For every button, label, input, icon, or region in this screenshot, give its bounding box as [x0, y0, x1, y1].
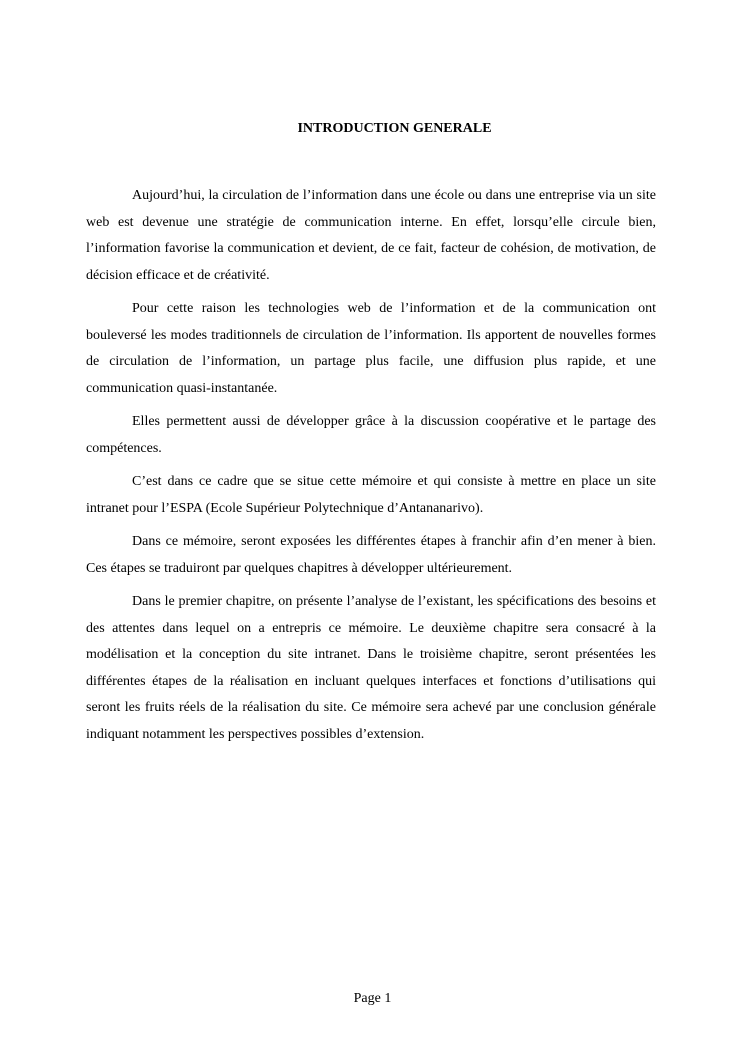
paragraph-2: Pour cette raison les technologies web de l’information et de la communication ont bouleversé les modes traditionnels de circulation de l’information. Ils apportent de nouvelles formes de circulation de l’information, un partage plus facile, une diffusion plus rapide, et une communication quasi-instantanée.	[86, 301, 656, 396]
page-title: INTRODUCTION GENERALE	[297, 121, 492, 136]
paragraph-5: Dans ce mémoire, seront exposées les différentes étapes à franchir afin d’en mener à bien. Ces étapes se traduiront par quelques chapitres à développer ultérieurement.	[86, 534, 656, 576]
body-text	[86, 183, 656, 755]
paragraph-4: C’est dans ce cadre que se situe cette mémoire et qui consiste à mettre en place un site intranet pour l’ESPA (Ecole Supérieur Polytechnique d’Antananarivo).	[86, 474, 656, 516]
paragraph-1: Aujourd’hui, la circulation de l’information dans une école ou dans une entreprise via un site web est devenue une stratégie de communication interne. En effet, lorsqu’elle circule bien, l’information favorise la communication et devient, de ce fait, facteur de cohésion, de motivation, de décision efficace et de créativité.	[86, 188, 656, 283]
paragraph-6: Dans le premier chapitre, on présente l’analyse de l’existant, les spécifications des besoins et des attentes dans lequel on a entrepris ce mémoire. Le deuxième chapitre sera consacré à la modélisation et la conception du site intranet. Dans le troisième chapitre, seront présentées les différentes étapes de la réalisation en incluant quelques interfaces et fonctions d’utilisations qui seront les fruits réels de la réalisation du site. Ce mémoire sera achevé par une conclusion générale indiquant notamment les perspectives possibles d’extension.	[86, 594, 656, 742]
paragraph-3: Elles permettent aussi de développer grâce à la discussion coopérative et le partage des compétences.	[86, 414, 656, 456]
page-number: Page 1	[353, 991, 392, 1006]
